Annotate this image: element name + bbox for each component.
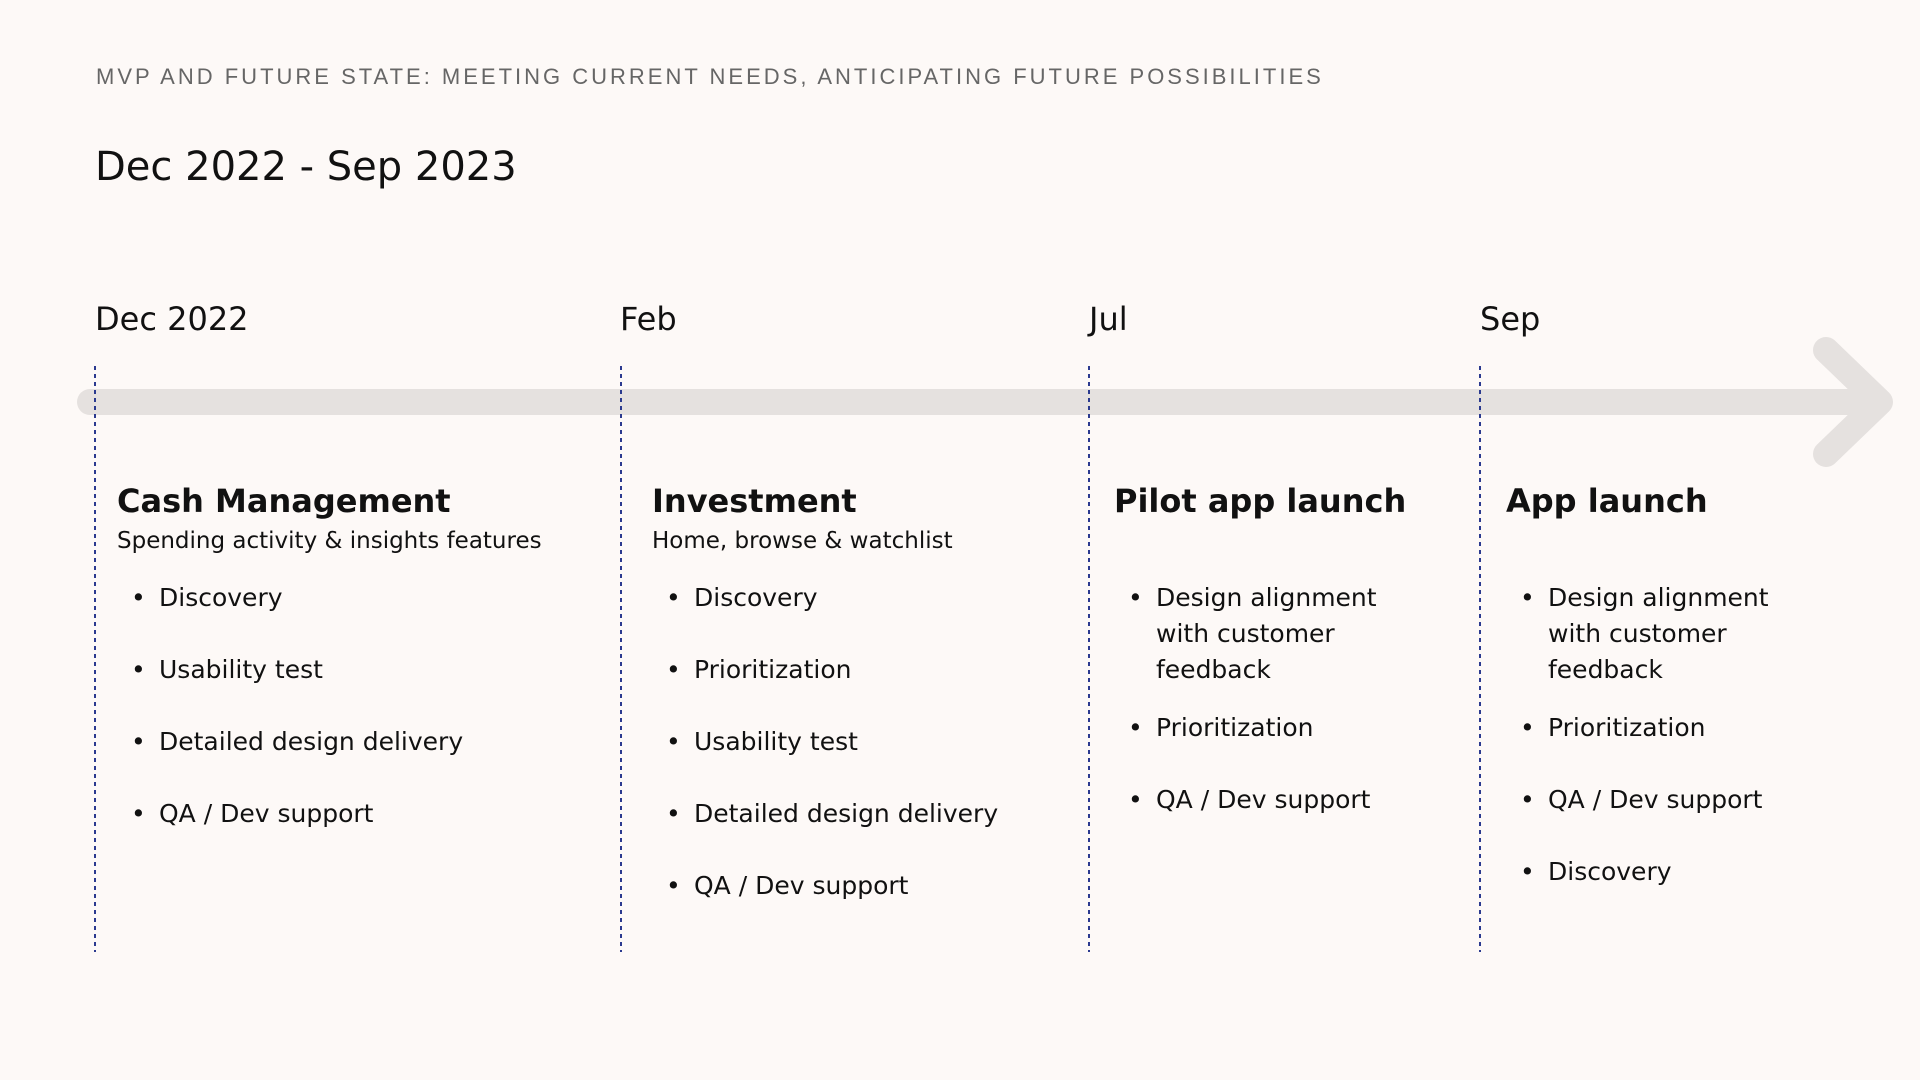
milestone-label-jul: Jul	[1089, 300, 1128, 338]
phase-subtitle	[1114, 524, 1406, 558]
task-label: Prioritization	[694, 655, 852, 684]
bullet-icon: •	[1520, 583, 1535, 612]
task-label: Design alignment with customer feedback	[1548, 583, 1769, 684]
phase-subtitle: Home, browse & watchlist	[652, 528, 953, 554]
bullet-icon: •	[1128, 583, 1143, 612]
task-item	[1506, 580, 1788, 688]
task-label: QA / Dev support	[1156, 785, 1371, 814]
task-item	[652, 868, 998, 904]
phase-app-launch	[1506, 478, 1788, 926]
page-eyebrow: MVP AND FUTURE STATE: MEETING CURRENT NEEDS, ANTICIPATING FUTURE POSSIBILITIES	[96, 64, 1324, 89]
task-label: QA / Dev support	[159, 799, 374, 828]
task-label: Discovery	[694, 583, 818, 612]
task-item	[117, 796, 542, 832]
bullet-icon: •	[131, 583, 146, 612]
task-label: Prioritization	[1156, 713, 1314, 742]
bullet-icon: •	[666, 655, 681, 684]
task-label: Prioritization	[1548, 713, 1706, 742]
task-item	[652, 580, 998, 616]
bullet-icon: •	[131, 655, 146, 684]
bullet-icon: •	[666, 583, 681, 612]
task-label: Usability test	[694, 727, 858, 756]
bullet-icon: •	[1520, 857, 1535, 886]
task-item	[652, 724, 998, 760]
bullet-icon: •	[666, 799, 681, 828]
bullet-icon: •	[1520, 713, 1535, 742]
bullet-icon: •	[131, 799, 146, 828]
task-item	[1506, 854, 1788, 890]
task-item	[652, 796, 998, 832]
phase-cash-management	[117, 478, 542, 868]
task-label: Detailed design delivery	[159, 727, 464, 756]
task-label: Discovery	[1548, 857, 1672, 886]
bullet-icon: •	[666, 727, 681, 756]
milestone-label-sep: Sep	[1480, 300, 1541, 338]
task-item	[652, 652, 998, 688]
task-label: Discovery	[159, 583, 283, 612]
page-title: Dec 2022 - Sep 2023	[95, 144, 517, 190]
bullet-icon: •	[1520, 785, 1535, 814]
phase-task-list	[117, 580, 542, 832]
bullet-icon: •	[131, 727, 146, 756]
task-item	[117, 724, 542, 760]
phase-task-list	[1114, 580, 1406, 818]
task-label: QA / Dev support	[1548, 785, 1763, 814]
phase-task-list	[652, 580, 998, 904]
bullet-icon: •	[666, 871, 681, 900]
phase-task-list	[1506, 580, 1788, 890]
timeline-arrow-head	[1826, 350, 1880, 454]
phase-pilot-app-launch	[1114, 478, 1406, 854]
phase-title: Investment	[652, 482, 857, 520]
phase-title: Pilot app launch	[1114, 482, 1407, 520]
phase-title: Cash Management	[117, 482, 451, 520]
phase-subtitle: Spending activity & insights features	[117, 528, 542, 554]
task-label: QA / Dev support	[694, 871, 909, 900]
task-item	[117, 652, 542, 688]
bullet-icon: •	[1128, 785, 1143, 814]
task-item	[117, 580, 542, 616]
phase-subtitle	[1506, 524, 1788, 558]
task-item	[1114, 782, 1406, 818]
phase-title: App launch	[1506, 482, 1708, 520]
task-item	[1114, 710, 1406, 746]
milestone-label-dec-2022: Dec 2022	[95, 300, 249, 338]
phase-investment	[652, 478, 998, 940]
task-label: Detailed design delivery	[694, 799, 999, 828]
bullet-icon: •	[1128, 713, 1143, 742]
task-item	[1506, 782, 1788, 818]
task-item	[1506, 710, 1788, 746]
milestone-label-feb: Feb	[620, 300, 677, 338]
task-label: Usability test	[159, 655, 323, 684]
task-label: Design alignment with customer feedback	[1156, 583, 1377, 684]
task-item	[1114, 580, 1396, 688]
